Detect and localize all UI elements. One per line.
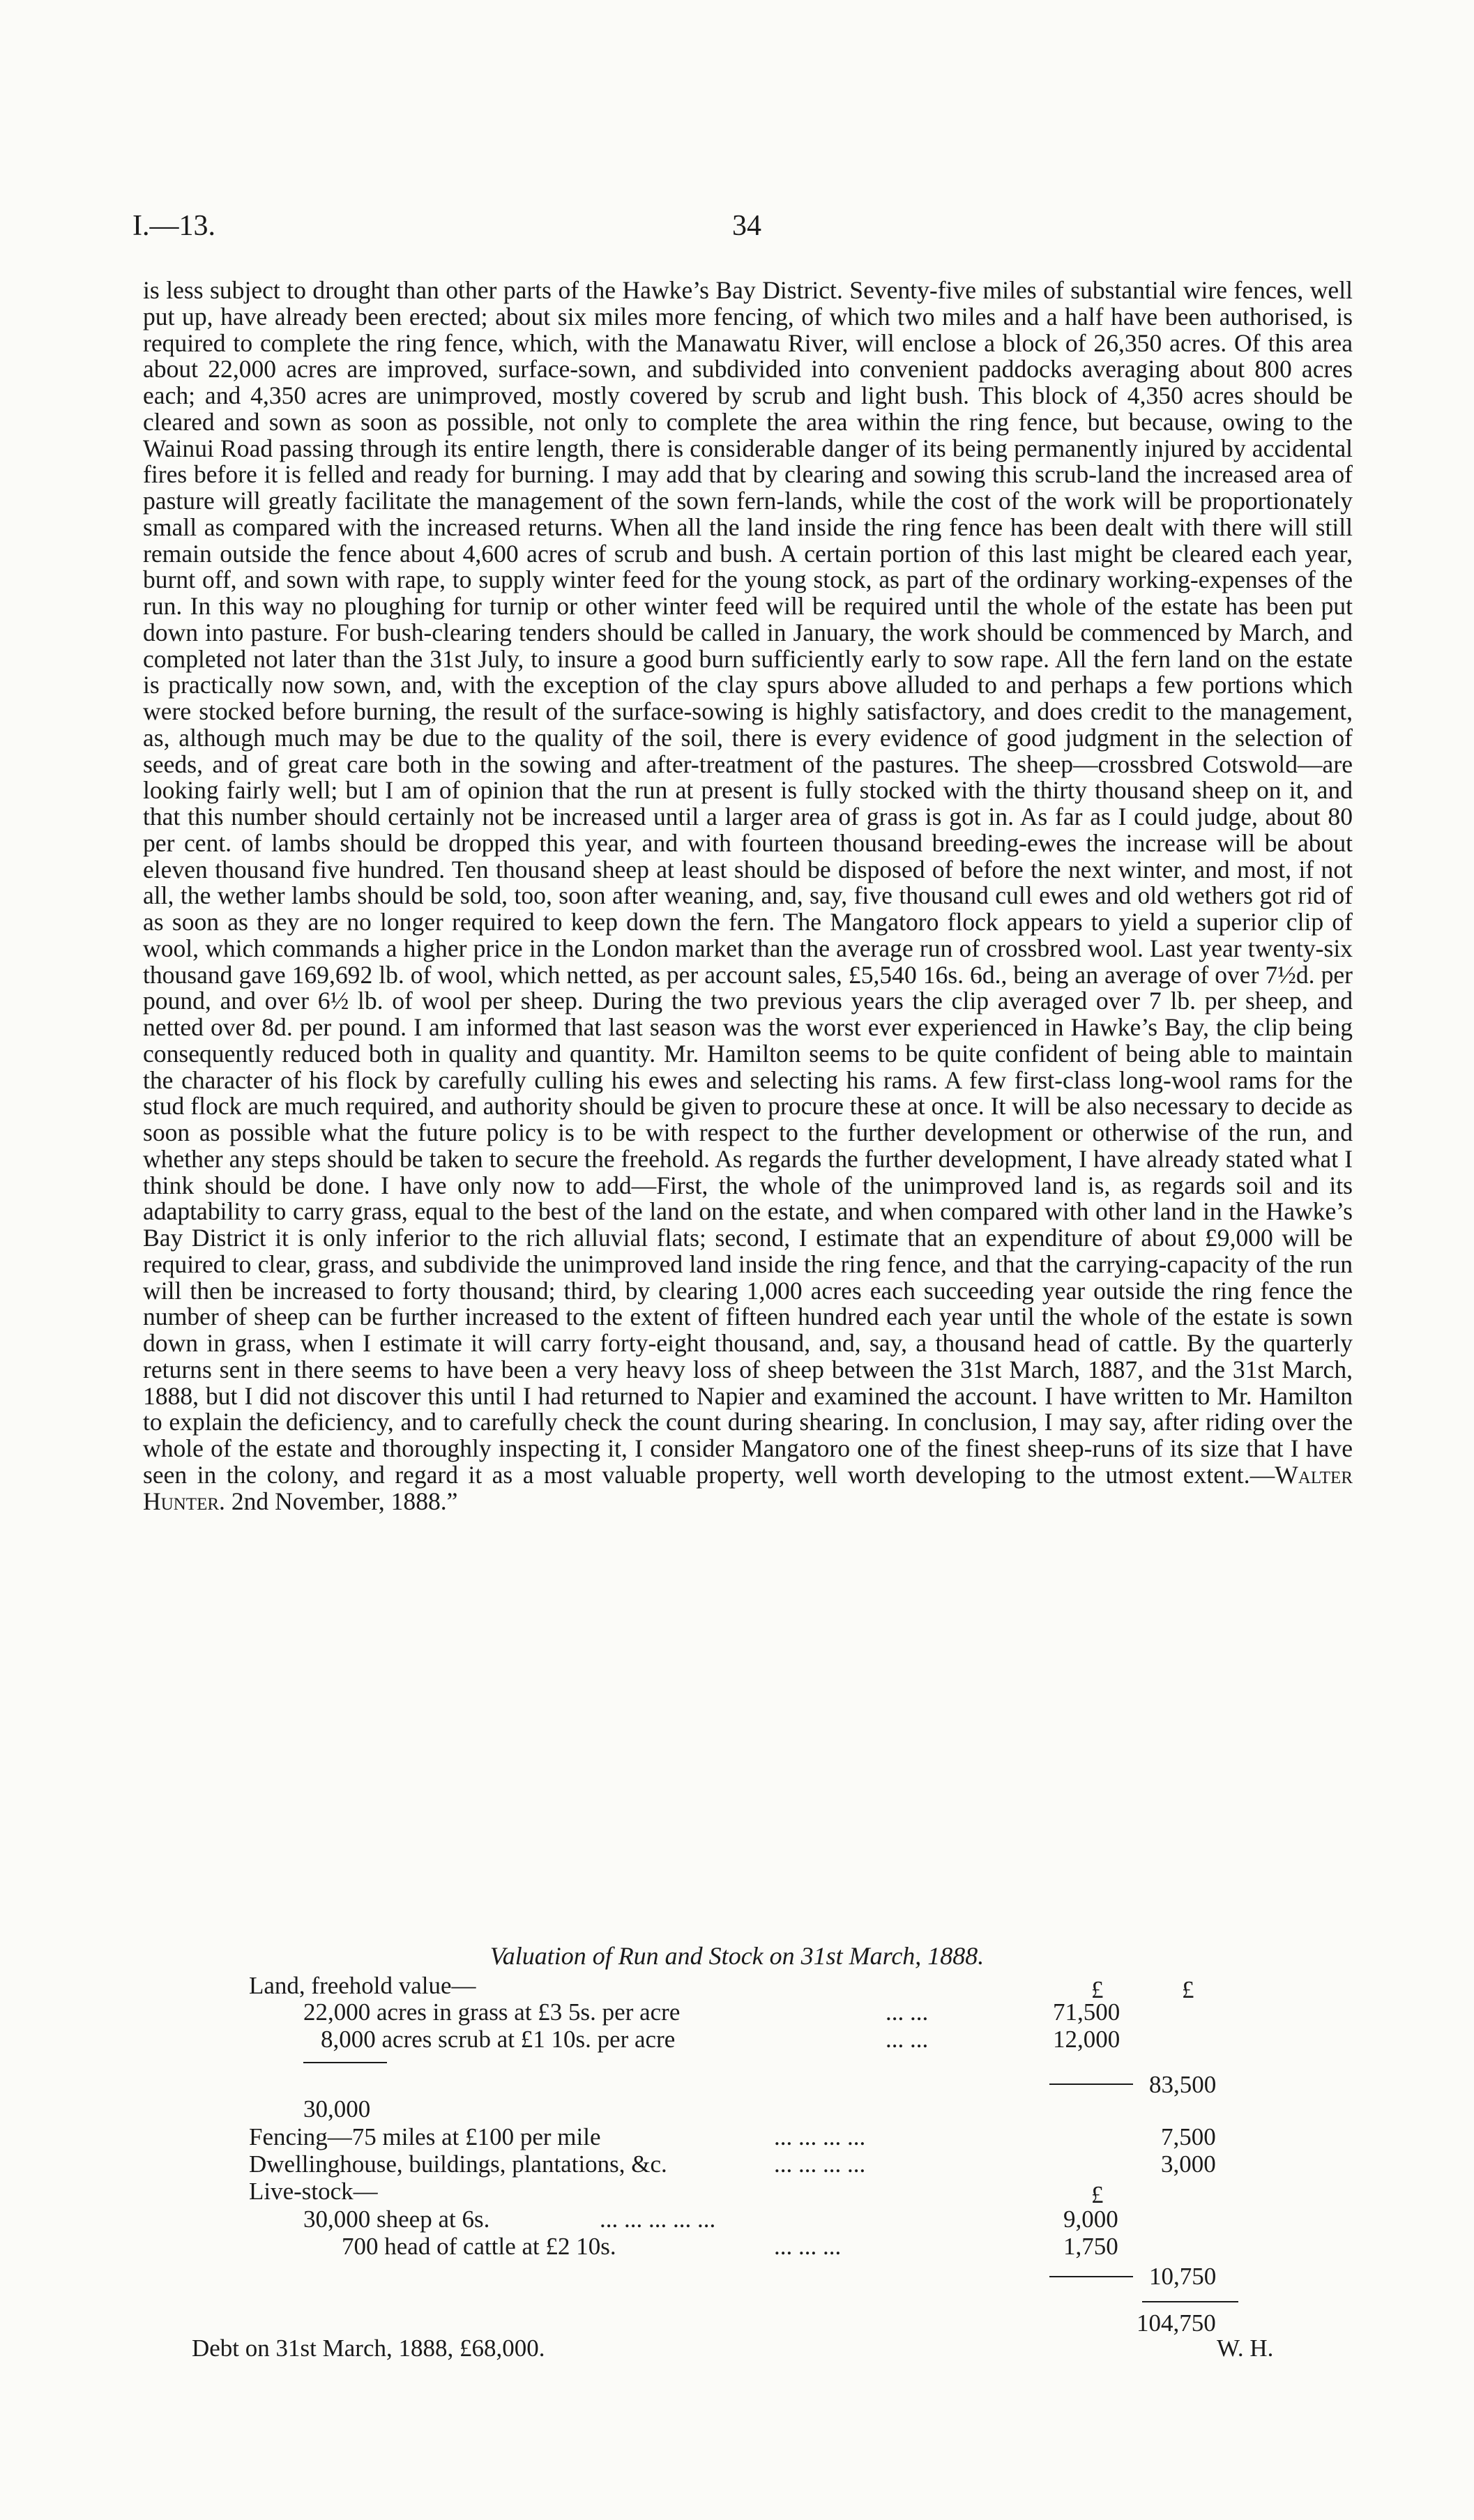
dot-leader: ... ... <box>886 1998 929 2026</box>
scrub-acres-line: 8,000 acres scrub at £1 10s. per acre <box>321 2026 676 2053</box>
report-paragraph: is less subject to drought than other parts of the Hawke’s Bay District. Seventy-five miles of substantial wire fences, well put up, have already been erected; about six miles more fencing, of which two miles and a half have been authorised, is required to complete the ring fence, which, with the Manawatu River, will enclose a block of 26,350 acres. Of this area about 22,000 acres are improved, surface-sown, and subdivided into convenient paddocks averaging about 800 acres each; and 4,350 acres are unimproved, mostly covered by scrub and light bush. This block of 4,350 acres should be cleared and sown as soon as possible, not only to complete the area within the ring fence, but because, owing to the Wainui Road passing through its entire length, there is considerable danger of its being permanently injured by accidental fires before it is felled and ready for burning. I may add that by clearing and sowing this scrub-land the increased area of pasture will greatly facilitate the management of the sown fern-lands, while the cost of the work will be proportionately small as compared with the increased returns. When all the land inside the ring fence has been dealt with there will still remain outside the fence about 4,600 acres of scrub and bush. A certain portion of this last might be cleared each year, burnt off, and sown with rape, to supply winter feed for the young stock, as part of the ordinary working-expenses of the run. In this way no ploughing for turnip or other winter feed will be required until the whole of the estate has been put down into pasture. For bush-clearing tenders should be called in January, the work should be commenced by March, and completed not later than the 31st July, to insure a good burn sufficiently early to sow rape. All the fern land on the estate is practically now sown, and, with the exception of the clay spurs above alluded to and perhaps a few portions which were stocked before burning, the result of the surface-sowing is highly satisfactory, and does credit to the management, as, although much may be due to the quality of the soil, there is every evidence of good judgment in the selection of seeds, and of great care both in the sowing and after-treatment of the pastures. The sheep—crossbred Cotswold—are looking fairly well; but I am of opinion that the run at present is fully stocked with the thirty thousand sheep on it, and that this number should certainly not be increased until a larger area of grass is got in. As far as I could judge, about 80 per cent. of lambs should be dropped this year, and with fourteen thousand breeding-ewes the increase will be about eleven thousand five hundred. Ten thousand sheep at least should be disposed of before the next winter, and most, if not all, the wether lambs should be sold, too, soon after weaning, and, say, five thousand cull ewes and old wethers got rid of as soon as they are no longer required to keep down the fern. The Mangatoro flock appears to yield a superior clip of wool, which commands a higher price in the London market than the average run of crossbred wool. Last year twenty-six thousand gave 169,692 lb. of wool, which netted, as per account sales, £5,540 16s. 6d., being an average of over 7½d. per pound, and over 6½ lb. of wool per sheep. During the two previous years the clip averaged over 7 lb. per sheep, and netted over 8d. per pound. I am informed that last season was the worst ever experienced in Hawke’s Bay, the clip being consequently reduced both in quality and quantity. Mr. Hamilton seems to be quite confident of being able to maintain the character of his flock by carefully culling his ewes and selecting his rams. A few first-class long-wool rams for the stud flock are much required, and authority should be given to procure these at once. It will be also necessary to decide as soon as possible what the future policy is to be with respect to the further development or otherwise of the run, and whether any steps should be taken to secure the freehold. As regards the further development, I have already stated what I think should be done. I have only now to add—First, the whole of the unimproved land is, as regards soil and its adaptability to carry grass, equal to the best of the land on the estate, and when compared with other land in the Hawke’s Bay District it is only inferior to the rich alluvial flats; second, I estimate that an expenditure of about £9,000 will be required to clear, grass, and subdivide the unimproved land inside the ring fence, and that the carrying-capacity of the run will then be increased to forty thousand; third, by clearing 1,000 acres each succeeding year outside the ring fence the number of sheep can be further increased to the extent of fifteen hundred each year until the whole of the estate is sown down in grass, when I estimate it will carry forty-eight thousand, and, say, a thousand head of cattle. By the quarterly returns sent in there seems to have been a very heavy loss of sheep between the 31st March, 1887, and the 31st March, 1888, but I did not discover this until I had returned to Napier and examined the account. I have written to Mr. Hamilton to explain the deficiency, and to carefully check the count during shearing. In conclusion, I may say, after riding over the whole of the estate and thoroughly inspecting it, I consider Mangatoro one of the finest sheep-runs of its size that I have seen in the colony, and regard it as a most valuable property, well worth developing to the utmost extent.— <box>143 276 1353 1489</box>
pound-sign-col1: £ <box>1091 1976 1104 2003</box>
grand-total-rule <box>1142 2301 1238 2302</box>
sheep-line: 30,000 sheep at 6s. <box>303 2206 490 2233</box>
dot-leader: ... ... ... ... ... <box>600 2206 716 2233</box>
grand-total: 104,750 <box>1137 2309 1216 2337</box>
debt-note: Debt on 31st March, 1888, £68,000. <box>192 2335 545 2362</box>
initials: W. H. <box>1217 2335 1274 2362</box>
page-number: 34 <box>732 210 761 242</box>
pound-sign-col3: £ <box>1091 2181 1104 2208</box>
grass-value: 71,500 <box>1053 1998 1120 2026</box>
land-heading: Land, freehold value— <box>249 1972 476 1999</box>
acres-rule <box>303 2062 387 2063</box>
land-total: 83,500 <box>1149 2071 1217 2098</box>
land-rule <box>1049 2083 1133 2085</box>
cattle-line: 700 head of cattle at £2 10s. <box>342 2233 616 2260</box>
page-header <box>132 209 1360 251</box>
fencing-line: Fencing—75 miles at £100 per mile <box>249 2123 601 2150</box>
report-body <box>143 278 1353 1515</box>
sheep-value: 9,000 <box>1063 2206 1118 2233</box>
pound-sign-col2: £ <box>1182 1976 1194 2003</box>
livestock-heading: Live-stock— <box>249 2178 378 2205</box>
acres-total: 30,000 <box>303 2095 371 2123</box>
fencing-value: 7,500 <box>1161 2123 1216 2150</box>
dwelling-value: 3,000 <box>1161 2150 1216 2178</box>
livestock-total: 10,750 <box>1149 2263 1217 2290</box>
dwelling-line: Dwellinghouse, buildings, plantations, &c. <box>249 2150 667 2178</box>
scrub-value: 12,000 <box>1053 2026 1120 2053</box>
signature-name: Walter Hunter. <box>143 1460 1353 1515</box>
grass-acres-line: 22,000 acres in grass at £3 5s. per acre <box>303 1998 681 2026</box>
document-reference: I.—13. <box>132 210 215 242</box>
cattle-value: 1,750 <box>1063 2233 1118 2260</box>
dot-leader: ... ... <box>886 2026 929 2053</box>
dot-leader: ... ... ... ... <box>774 2123 866 2150</box>
livestock-rule <box>1049 2276 1133 2277</box>
valuation-title: Valuation of Run and Stock on 31st March, 1888. <box>489 1942 985 1970</box>
dot-leader: ... ... ... ... <box>774 2150 866 2178</box>
dot-leader: ... ... ... <box>774 2233 842 2260</box>
signature-date: 2nd November, 1888.” <box>231 1487 458 1515</box>
